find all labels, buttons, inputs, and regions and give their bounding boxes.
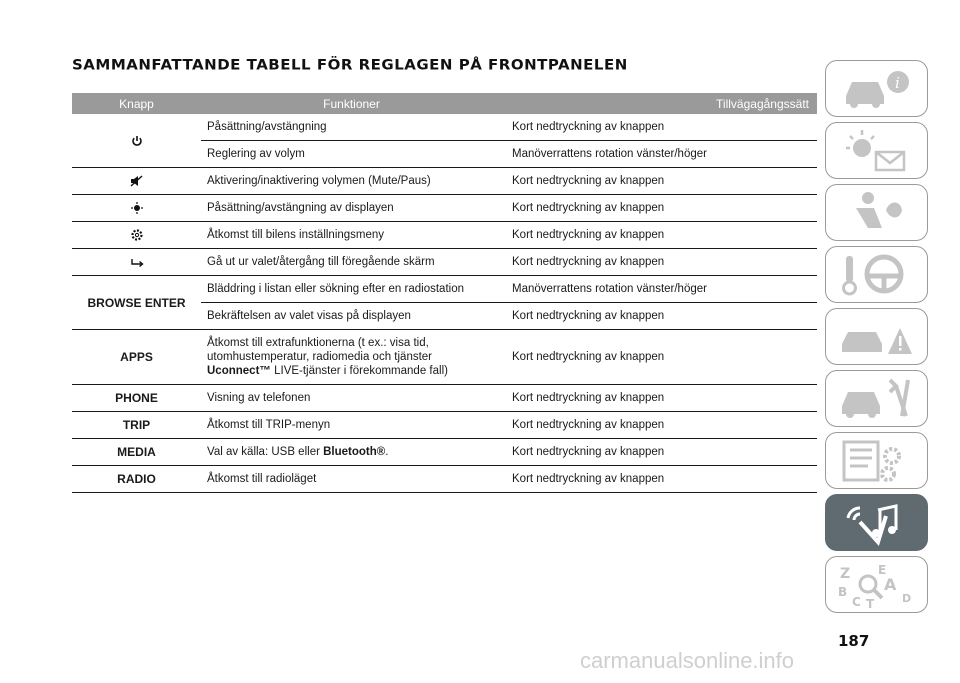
svg-text:A: A [884,575,897,594]
tab-steering-key[interactable] [825,246,928,303]
specs-gear-icon [838,438,916,484]
func-cell [201,330,502,385]
tab-index[interactable] [825,556,928,613]
steering-key-icon [838,252,916,298]
tab-seat-airbag[interactable] [825,184,928,241]
warning-lights-icon [838,128,916,174]
svg-text:E: E [878,563,887,577]
func-text: . [385,446,389,458]
func-text: Åtkomst till extrafunktionerna (t ex.: visa tid, [207,337,429,349]
knapp-media: MEDIA [72,439,201,466]
table-row [72,385,817,412]
back-icon [130,257,144,267]
func-cell: Bläddring i listan eller sökning efter en radiostation [201,276,502,303]
how-cell: Kort nedtryckning av knappen [502,168,817,195]
func-bold-text: Uconnect™ [207,365,271,377]
how-cell: Kort nedtryckning av knappen [502,412,817,439]
func-cell: Aktivering/inaktivering volymen (Mute/Paus) [201,168,502,195]
tab-car-warning[interactable] [825,308,928,365]
func-cell [201,439,502,466]
table-row [72,412,817,439]
knapp-apps: APPS [72,330,201,385]
how-cell: Kort nedtryckning av knappen [502,439,817,466]
func-cell: Reglering av volym [201,141,502,168]
header-tillvagagangssatt: Tillvägagångssätt [502,93,817,114]
svg-text:Z: Z [840,566,851,582]
table-row [72,330,817,385]
tab-specs-gear[interactable] [825,432,928,489]
func-cell: Bekräftelsen av valet visas på displayen [201,303,502,330]
display-icon [131,202,143,214]
func-text: Val av källa: USB eller [207,446,324,458]
knapp-back [72,249,201,276]
car-info-icon [838,66,916,112]
func-cell: Åtkomst till radioläget [201,466,502,493]
knapp-phone: PHONE [72,385,201,412]
page-title: SAMMANFATTANDE TABELL FÖR REGLAGEN PÅ FRONTPANELEN [72,56,628,74]
func-text: LIVE-tjänster i förekommande fall) [270,365,448,377]
index-icon [838,562,916,608]
func-cell: Visning av telefonen [201,385,502,412]
how-cell: Kort nedtryckning av knappen [502,466,817,493]
table-row [72,168,817,195]
header-funktioner: Funktioner [201,93,502,114]
func-cell: Påsättning/avstängning [201,114,502,141]
how-cell: Kort nedtryckning av knappen [502,249,817,276]
power-icon [131,135,143,147]
tab-multimedia[interactable] [825,494,928,551]
car-warning-icon [838,314,916,360]
how-cell: Kort nedtryckning av knappen [502,330,817,385]
how-cell: Kort nedtryckning av knappen [502,222,817,249]
how-cell: Manöverrattens rotation vänster/höger [502,141,817,168]
knapp-radio: RADIO [72,466,201,493]
tab-car-info[interactable] [825,60,928,117]
how-cell: Kort nedtryckning av knappen [502,303,817,330]
func-cell: Åtkomst till TRIP-menyn [201,412,502,439]
watermark: carmanualsonline.info [580,648,795,673]
knapp-browse-enter: BROWSE ENTER [72,276,201,330]
svg-text:D: D [902,592,912,605]
seat-airbag-icon [838,190,916,236]
header-knapp: Knapp [72,93,201,114]
func-text: utomhustemperatur, radiomedia och tjänster [207,351,433,363]
table-row [72,114,817,141]
table-row [72,195,817,222]
table-row [72,439,817,466]
table-row [72,222,817,249]
func-cell: Gå ut ur valet/återgång till föregående skärm [201,249,502,276]
table-header-row [72,93,817,114]
knapp-power [72,114,201,168]
svg-text:B: B [838,585,848,599]
svg-text:C: C [852,595,861,608]
tab-car-service[interactable] [825,370,928,427]
multimedia-icon [838,500,916,546]
knapp-trip: TRIP [72,412,201,439]
how-cell: Kort nedtryckning av knappen [502,385,817,412]
table-row [72,466,817,493]
table-row [72,276,817,303]
page-number: 187 [838,632,870,650]
knapp-settings [72,222,201,249]
svg-text:T: T [866,597,875,608]
settings-icon [130,228,144,242]
table-row [72,249,817,276]
how-cell: Kort nedtryckning av knappen [502,114,817,141]
how-cell: Kort nedtryckning av knappen [502,195,817,222]
car-service-icon [838,376,916,422]
func-bold-text: Bluetooth® [323,446,386,458]
controls-table [72,93,817,493]
svg-text:i: i [895,74,900,92]
tab-warning-lights[interactable] [825,122,928,179]
mute-icon [130,175,144,187]
how-cell: Manöverrattens rotation vänster/höger [502,276,817,303]
knapp-mute [72,168,201,195]
func-cell: Åtkomst till bilens inställningsmeny [201,222,502,249]
knapp-display [72,195,201,222]
func-cell: Påsättning/avstängning av displayen [201,195,502,222]
